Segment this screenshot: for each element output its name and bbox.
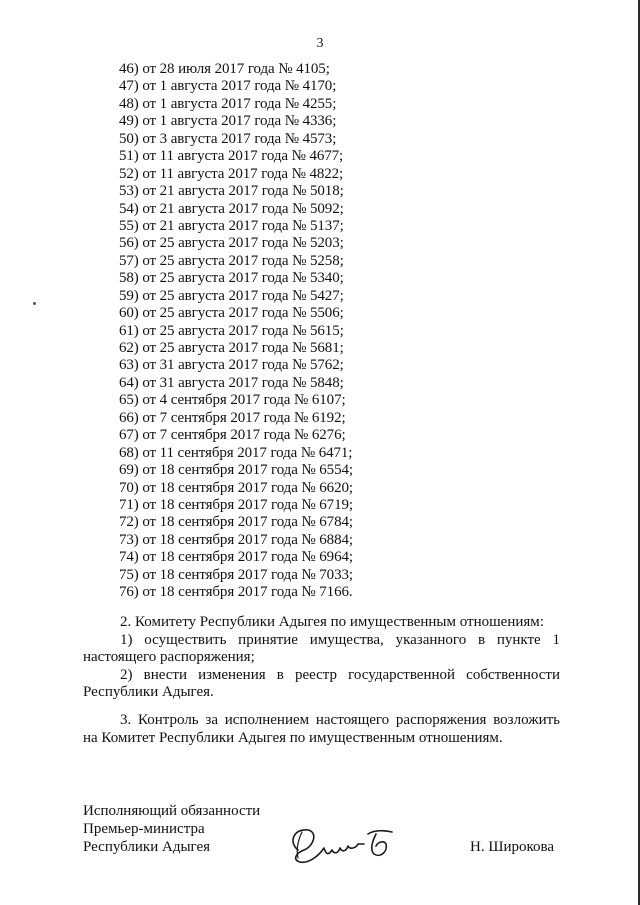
- section-3-line-1: 3. Контроль за исполнением настоящего распоряжения возложить: [120, 712, 560, 728]
- signatory-title-line-3: Республики Адыгея: [83, 839, 211, 855]
- section-2-heading: 2. Комитету Республики Адыгея по имущественным отношениям:: [120, 614, 544, 630]
- decree-list-item: 46) от 28 июля 2017 года № 4105;: [119, 61, 330, 77]
- decree-list-item: 50) от 3 августа 2017 года № 4573;: [119, 130, 337, 147]
- decree-list-item: 52) от 11 августа 2017 года № 4822;: [119, 165, 344, 182]
- decree-list-item: 71) от 18 сентября 2017 года № 6719;: [119, 496, 353, 513]
- decree-list-item: 65) от 4 сентября 2017 года № 6107;: [119, 392, 346, 409]
- decree-list-item: 57) от 25 августа 2017 года № 5258;: [119, 252, 344, 269]
- decree-list-item: 68) от 11 сентября 2017 года № 6471;: [119, 444, 353, 461]
- handwritten-signature: [284, 820, 404, 872]
- decree-list-item: 69) от 18 сентября 2017 года № 6554;: [119, 462, 353, 479]
- decree-list-item: 70) от 18 сентября 2017 года № 6620;: [119, 479, 353, 496]
- decree-list-item: 74) от 18 сентября 2017 года № 6964;: [119, 549, 353, 566]
- signatory-title-line-2: Премьер-министра: [83, 821, 205, 837]
- decree-list-item: 66) от 7 сентября 2017 года № 6192;: [119, 409, 346, 426]
- signatory-name: Н. Широкова: [470, 839, 555, 855]
- decree-list-item: 59) от 25 августа 2017 года № 5427;: [119, 287, 344, 304]
- decree-list-item: 64) от 31 августа 2017 года № 5848;: [119, 374, 344, 391]
- signatory-title-line-1: Исполняющий обязанности: [83, 803, 261, 819]
- decree-list-item: 55) от 21 августа 2017 года № 5137;: [119, 217, 344, 234]
- section-2-item-1-line-2: настоящего распоряжения;: [83, 649, 255, 665]
- decree-list-item: 51) от 11 августа 2017 года № 4677;: [119, 148, 344, 165]
- decree-list-item: 61) от 25 августа 2017 года № 5615;: [119, 322, 344, 339]
- decree-list: [119, 61, 353, 602]
- decree-list-item: 54) от 21 августа 2017 года № 5092;: [119, 200, 344, 217]
- section-2-item-1-line-1: 1) осуществить принятие имущества, указанного в пункте 1: [120, 632, 560, 648]
- page-number: 3: [316, 36, 324, 51]
- scan-speck: [33, 302, 36, 305]
- decree-list-item: 73) от 18 сентября 2017 года № 6884;: [119, 531, 353, 548]
- section-2-item-2-line-1: 2) внести изменения в реестр государственной собственности: [120, 667, 560, 683]
- decree-list-item: 58) от 25 августа 2017 года № 5340;: [119, 270, 344, 287]
- decree-list-item: 48) от 1 августа 2017 года № 4255;: [119, 95, 337, 112]
- decree-list-item: 72) от 18 сентября 2017 года № 6784;: [119, 514, 353, 531]
- decree-list-item: 47) от 1 августа 2017 года № 4170;: [119, 78, 337, 95]
- decree-list-item: 56) от 25 августа 2017 года № 5203;: [119, 235, 344, 252]
- decree-list-item: 60) от 25 августа 2017 года № 5506;: [119, 305, 344, 322]
- section-3-line-2: на Комитет Республики Адыгея по имущественным отношениям.: [83, 730, 503, 746]
- decree-list-item: 62) от 25 августа 2017 года № 5681;: [119, 340, 344, 356]
- decree-list-item: 76) от 18 сентября 2017 года № 7166.: [119, 584, 353, 601]
- decree-list-item: 53) от 21 августа 2017 года № 5018;: [119, 183, 344, 200]
- decree-list-item: 75) от 18 сентября 2017 года № 7033;: [119, 566, 353, 583]
- signatory-title: [83, 802, 260, 856]
- decree-list-item: 67) от 7 сентября 2017 года № 6276;: [119, 427, 346, 444]
- section-2-item-2-line-2: Республики Адыгея.: [83, 684, 214, 700]
- decree-list-item: 49) от 1 августа 2017 года № 4336;: [119, 113, 337, 130]
- decree-list-item: 63) от 31 августа 2017 года № 5762;: [119, 357, 344, 374]
